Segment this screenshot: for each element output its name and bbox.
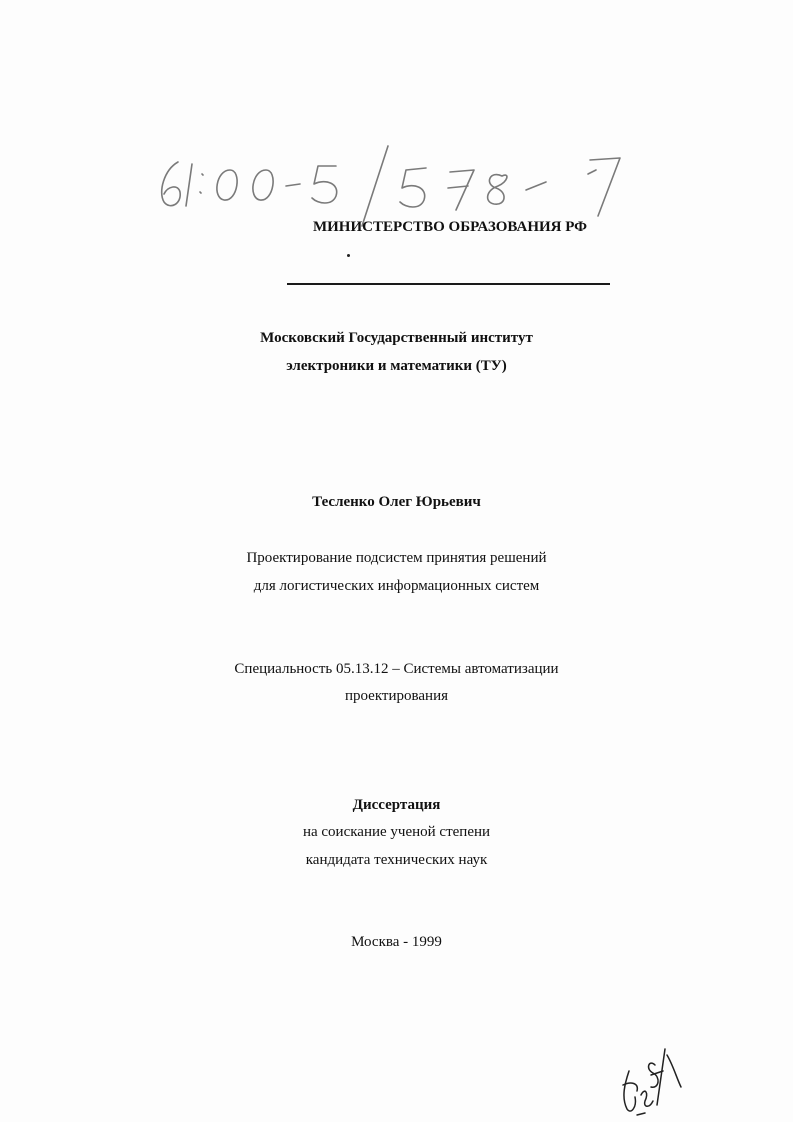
thesis-title-line2: для логистических информационных систем	[253, 578, 540, 594]
ministry-heading: МИНИСТЕРСТВО ОБРАЗОВАНИЯ РФ	[312, 219, 588, 235]
divider-line	[287, 283, 610, 285]
thesis-title-line1: Проектирование подсистем принятия решений	[246, 550, 547, 566]
specialty-line1: Специальность 05.13.12 – Системы автоматизации	[234, 661, 559, 677]
ink-speck	[347, 254, 350, 257]
signature-icon	[615, 1035, 695, 1120]
degree-line1: на соискание ученой степени	[302, 824, 491, 840]
city-year: Москва - 1999	[351, 934, 442, 950]
author-name: Тесленко Олег Юрьевич	[312, 494, 481, 510]
institution-name-line1: Московский Государственный институт	[260, 330, 533, 346]
degree-line2: кандидата технических наук	[305, 852, 488, 868]
document-type: Диссертация	[352, 797, 441, 813]
institution-name-line2: электроники и математики (ТУ)	[286, 358, 507, 374]
specialty-line2: проектирования	[344, 688, 449, 704]
